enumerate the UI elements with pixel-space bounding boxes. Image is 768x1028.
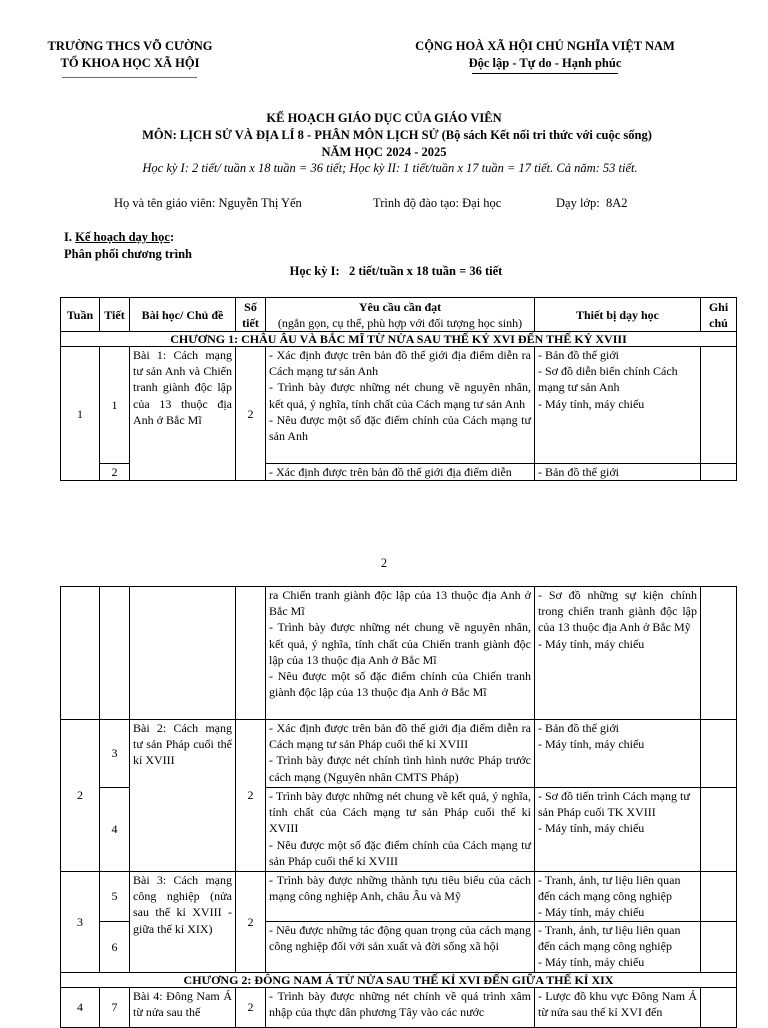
equipment-cell: - Bản đồ thế giới [535,464,701,481]
plan-title: KẾ HOẠCH GIÁO DỤC CỦA GIÁO VIÊN [266,111,502,125]
requirement-cell: - Trình bày được những nét chính về quá trình xâm nhập của thực dân phương Tây vào các nước [266,988,535,1028]
equipment-item: - Tranh, ảnh, tư liệu liên quan đến cách mạng công nghiệp [538,873,681,904]
section-heading [64,230,174,245]
week-cell: 1 [61,347,100,481]
section-subtitle: Phân phối chương trình [64,247,193,261]
requirement-item: - Trình bày được nét chính tình hình nước Pháp trước cách mạng (Nguyên nhân CMTS Pháp) [269,753,531,784]
requirement-item: ra Chiến tranh giành độc lập của 13 thuộc địa Anh ở Bắc Mĩ [269,588,531,619]
requirement-item: - Trình bày được những nét chung về kết quả, ý nghĩa, tính chất của Cách mạng tư sản Pháp cuối thế kỉ XVIII [269,789,531,836]
plan-table-part-2 [60,586,737,1028]
plan-table-part-1 [60,297,737,481]
requirement-cell [266,720,535,788]
requirement-header-sub: (ngắn gọn, cụ thể, phù hợp với đối tượng học sinh) [277,315,523,330]
requirement-cell [266,587,535,720]
period-cell: 1 [100,347,130,464]
lesson-cell: Bài 1: Cách mạng tư sản Anh và Chiến tranh giành độc lập của 13 thuộc địa Anh ở Bắc Mĩ [130,347,236,481]
semester-heading: Học kỳ I: 2 tiết/tuần x 18 tuần = 36 tiết [289,264,503,278]
equipment-item: - Sơ đồ diễn biến chính Cách mạng tư sản Anh [538,364,678,395]
week-cell: 4 [61,988,100,1028]
equipment-item: - Máy tính, máy chiếu [538,821,645,836]
equipment-cell: - Lược đồ khu vực Đông Nam Á từ nửa sau thế kỉ XVI đến [535,988,701,1028]
period-cell: 6 [100,922,130,973]
period-allocation: Học kỳ I: 2 tiết/ tuần x 18 tuần = 36 tiết; Học kỳ II: 1 tiết/tuần x 17 tuần = 17 tiết. Cả năm: 53 tiết. [142,161,638,175]
equipment-item: - Máy tính, máy chiếu [538,737,645,752]
lesson-cell: Bài 4: Đông Nam Á từ nửa sau thế [130,988,236,1028]
chapter-2-heading: CHƯƠNG 2: ĐÔNG NAM Á TỪ NỬA SAU THẾ KỈ XVI ĐẾN GIỮA THẾ KỈ XIX [61,973,737,988]
school-name: TRƯỜNG THCS VÕ CƯỜNG [47,39,213,53]
note-cell [701,788,737,872]
col-count-header: Số tiết [236,298,266,332]
requirement-cell [266,788,535,872]
lesson-cell: Bài 2: Cách mạng tư sản Pháp cuối thế kỉ XVIII [130,720,236,872]
week-cell: 3 [61,872,100,973]
note-cell [701,988,737,1028]
nation-name: CỘNG HOÀ XÃ HỘI CHỦ NGHĨA VIỆT NAM [415,39,675,53]
equipment-cell [535,720,701,788]
equipment-cell [535,922,701,973]
equipment-item: - Máy tính, máy chiếu [538,905,645,920]
section-number: I. [64,230,72,244]
equipment-item: - Sơ đồ những sự kiện chính trong chiến tranh giành độc lập của 13 thuộc địa Anh ở Bắc Mỹ [538,588,697,635]
requirement-cell [266,347,535,464]
col-requirement-header [266,298,535,332]
equipment-item: - Máy tính, máy chiếu [538,955,645,970]
equipment-item: - Máy tính, máy chiếu [538,396,645,411]
period-cell: 7 [100,988,130,1028]
requirement-item: - Xác định được trên bản đồ thế giới địa điểm diễn ra Cách mạng tư sản Pháp cuối thế kỉ XVIII [269,721,531,752]
equipment-cell [535,788,701,872]
equipment-cell [535,587,701,720]
class-label [556,196,628,211]
count-cell: 2 [236,988,266,1028]
period-cell: 4 [100,788,130,872]
note-cell [701,720,737,788]
col-week-header: Tuần [61,298,100,332]
class-value: 8A2 [606,196,628,210]
week-cell: 2 [61,720,100,872]
count-cell [236,587,266,720]
period-cell: 5 [100,872,130,922]
equipment-item: - Bản đồ thế giới [538,721,619,735]
period-cell [100,587,130,720]
class-label-text: Dạy lớp: [556,196,600,210]
teacher-name: Họ và tên giáo viên: Nguyễn Thị Yến [114,196,302,210]
note-cell [701,872,737,922]
equipment-item: - Bản đồ thế giới [538,348,619,362]
page-number: 2 [380,556,388,570]
count-cell: 2 [236,872,266,973]
col-lesson-header: Bài học/ Chủ đề [130,298,236,332]
equipment-item: - Tranh, ảnh, tư liệu liên quan đến cách mạng công nghiệp [538,923,681,954]
col-note-header: Ghi chú [701,298,737,332]
requirement-header-title: Yêu cầu cần đạt [358,299,442,314]
requirement-cell: - Nêu được những tác động quan trọng của cách mạng công nghiệp đối với sản xuất và đời sống xã hội [266,922,535,973]
equipment-cell [535,872,701,922]
col-equipment-header: Thiết bị dạy học [535,298,701,332]
requirement-item: - Nêu được một số đặc điểm chính của Chiến tranh giành độc lập của 13 thuộc địa Anh ở Bắc Mĩ [269,669,531,700]
requirement-item: - Nêu được một số đặc điểm chính của Cách mạng tư sản Pháp cuối thế kỉ XVIII [269,837,531,868]
requirement-cell: - Xác định được trên bản đồ thế giới địa điểm diễn [266,464,535,481]
chapter-1-heading: CHƯƠNG 1: CHÂU ÂU VÀ BẮC MĨ TỪ NỬA SAU THẾ KỶ XVI ĐẾN THẾ KỶ XVIII [61,332,737,347]
col-period-header: Tiết [100,298,130,332]
lesson-cell: Bài 3: Cách mạng công nghiệp (nửa sau thế kỉ XVIII - giữa thế kỉ XIX) [130,872,236,973]
section-title: Kế hoạch dạy học [75,230,170,244]
equipment-item: - Sơ đồ tiến trình Cách mạng tư sản Pháp cuối TK XVIII [538,789,690,820]
week-cell [61,587,100,720]
note-cell [701,922,737,973]
count-cell: 2 [236,720,266,872]
equipment-item: - Máy tính, máy chiếu [538,636,645,651]
period-cell: 2 [100,464,130,481]
section-colon: : [169,230,175,244]
note-cell [701,347,737,464]
count-cell: 2 [236,347,266,481]
note-cell [701,587,737,720]
requirement-item: - Xác định được trên bản đồ thế giới địa điểm diễn ra Cách mạng tư sản Anh [269,348,531,379]
motto-underline [472,73,618,74]
requirement-cell: - Trình bày được những thành tựu tiêu biểu của cách mạng công nghiệp Anh, châu Âu và Mỹ [266,872,535,922]
requirement-item: - Trình bày được những nét chung về nguyên nhân, kết quả, ý nghĩa, tính chất của Cách mạng tư sản Anh [269,380,531,411]
note-cell [701,464,737,481]
subject-title: MÔN: LỊCH SỬ VÀ ĐỊA LÍ 8 - PHÂN MÔN LỊCH SỬ (Bộ sách Kết nối tri thức với cuộc sống) [142,128,652,142]
nation-motto: Độc lập - Tự do - Hạnh phúc [468,56,622,70]
header-underline-left [62,77,197,78]
equipment-cell [535,347,701,464]
requirement-item: - Nêu được một số đặc điểm chính của Cách mạng tư sản Anh [269,412,531,444]
department-name: TỔ KHOA HỌC XÃ HỘI [60,56,200,70]
period-cell: 3 [100,720,130,788]
lesson-cell [130,587,236,720]
school-year: NĂM HỌC 2024 - 2025 [321,145,447,159]
teacher-level: Trình độ đào tạo: Đại học [373,196,502,210]
requirement-item: - Trình bày được những nét chung về nguyên nhân, kết quả, ý nghĩa, tính chất của Chiến tranh giành độc lập của 13 thuộc địa Anh ở Bắc Mĩ [269,620,531,667]
